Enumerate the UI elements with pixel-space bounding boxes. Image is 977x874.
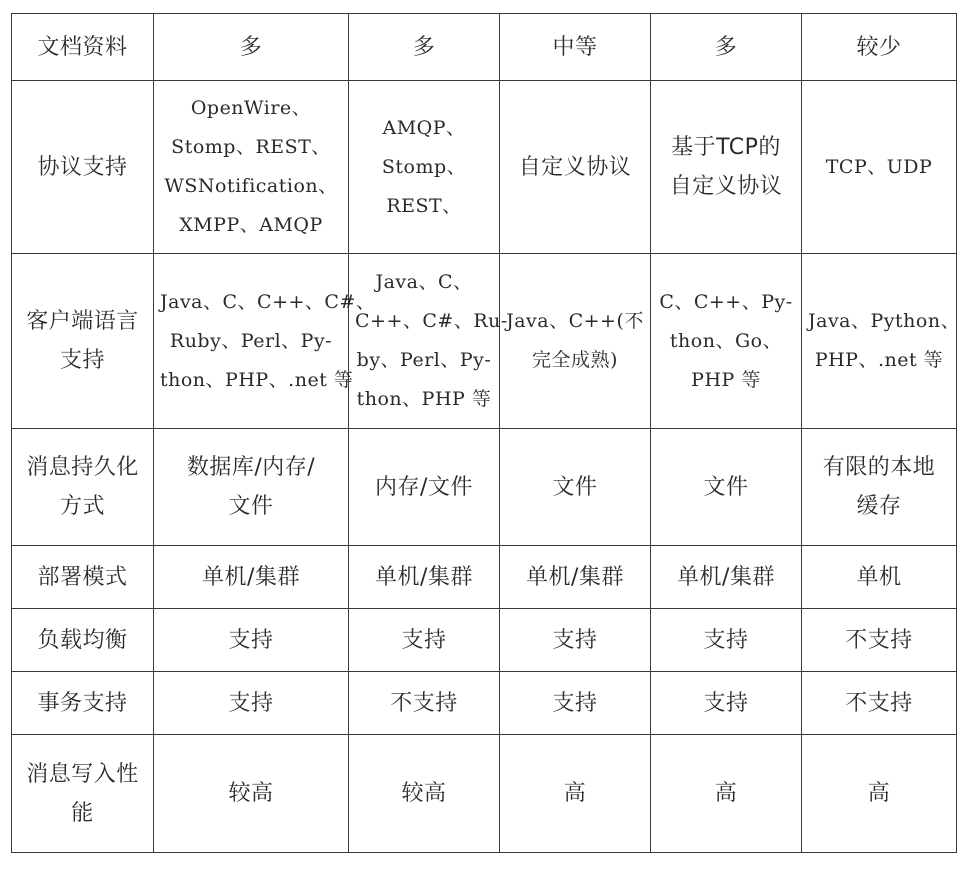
- table-cell: 多: [154, 14, 349, 81]
- table-cell: 较高: [154, 735, 349, 853]
- table-cell: 高: [802, 735, 957, 853]
- table-cell: OpenWire、 Stomp、REST、 WSNotification、 XMPP、AMQP: [154, 81, 349, 254]
- table-cell: 多: [651, 14, 802, 81]
- row-label-client-languages: 客户端语言 支持: [12, 254, 154, 429]
- table-cell: 单机/集群: [500, 546, 651, 609]
- table-cell: AMQP、 Stomp、 REST、: [349, 81, 500, 254]
- table-cell: 支持: [349, 609, 500, 672]
- table-row-write-performance: [12, 735, 957, 853]
- table-cell: 文件: [651, 429, 802, 546]
- table-cell: 不支持: [802, 672, 957, 735]
- table-cell: 支持: [651, 672, 802, 735]
- table-cell: 有限的本地 缓存: [802, 429, 957, 546]
- table-row-persistence: [12, 429, 957, 546]
- table-cell: 单机: [802, 546, 957, 609]
- table-cell: 单机/集群: [154, 546, 349, 609]
- table-cell: 支持: [500, 609, 651, 672]
- comparison-table: [11, 13, 961, 853]
- table-cell: 高: [651, 735, 802, 853]
- table-cell: TCP、UDP: [802, 81, 957, 254]
- table-cell: 内存/文件: [349, 429, 500, 546]
- table-cell: 文件: [500, 429, 651, 546]
- row-label-load-balancing: 负载均衡: [12, 609, 154, 672]
- table-cell: Java、C、 C++、C#、Ru- by、Perl、Py- thon、PHP 等: [349, 254, 500, 429]
- table-row-deployment: [12, 546, 957, 609]
- table-cell: 支持: [154, 672, 349, 735]
- table-cell: 较少: [802, 14, 957, 81]
- row-label-persistence: 消息持久化 方式: [12, 429, 154, 546]
- table-cell: 自定义协议: [500, 81, 651, 254]
- row-label-protocol: 协议支持: [12, 81, 154, 254]
- table-cell: C、C++、Py- thon、Go、 PHP 等: [651, 254, 802, 429]
- table-cell: 不支持: [349, 672, 500, 735]
- table-cell: 中等: [500, 14, 651, 81]
- table-cell: 支持: [154, 609, 349, 672]
- table-cell: 较高: [349, 735, 500, 853]
- table-row-transactions: [12, 672, 957, 735]
- table-cell: 基于TCP的 自定义协议: [651, 81, 802, 254]
- table-cell: 单机/集群: [349, 546, 500, 609]
- table-cell: 高: [500, 735, 651, 853]
- table-cell: 多: [349, 14, 500, 81]
- table-cell: Java、C++(不 完全成熟): [500, 254, 651, 429]
- table-cell: Java、C、C++、C#、 Ruby、Perl、Py- thon、PHP、.net 等: [154, 254, 349, 429]
- table-cell: 支持: [500, 672, 651, 735]
- row-label-write-performance: 消息写入性 能: [12, 735, 154, 853]
- table-cell: Java、Python、 PHP、.net 等: [802, 254, 957, 429]
- row-label-transactions: 事务支持: [12, 672, 154, 735]
- table-row-documentation: [12, 14, 957, 81]
- row-label-deployment: 部署模式: [12, 546, 154, 609]
- table-cell: 数据库/内存/ 文件: [154, 429, 349, 546]
- table-row-protocol: [12, 81, 957, 254]
- table-row-load-balancing: [12, 609, 957, 672]
- table-row-client-languages: [12, 254, 957, 429]
- table-cell: 单机/集群: [651, 546, 802, 609]
- table-cell: 支持: [651, 609, 802, 672]
- row-label-documentation: 文档资料: [12, 14, 154, 81]
- table-cell: 不支持: [802, 609, 957, 672]
